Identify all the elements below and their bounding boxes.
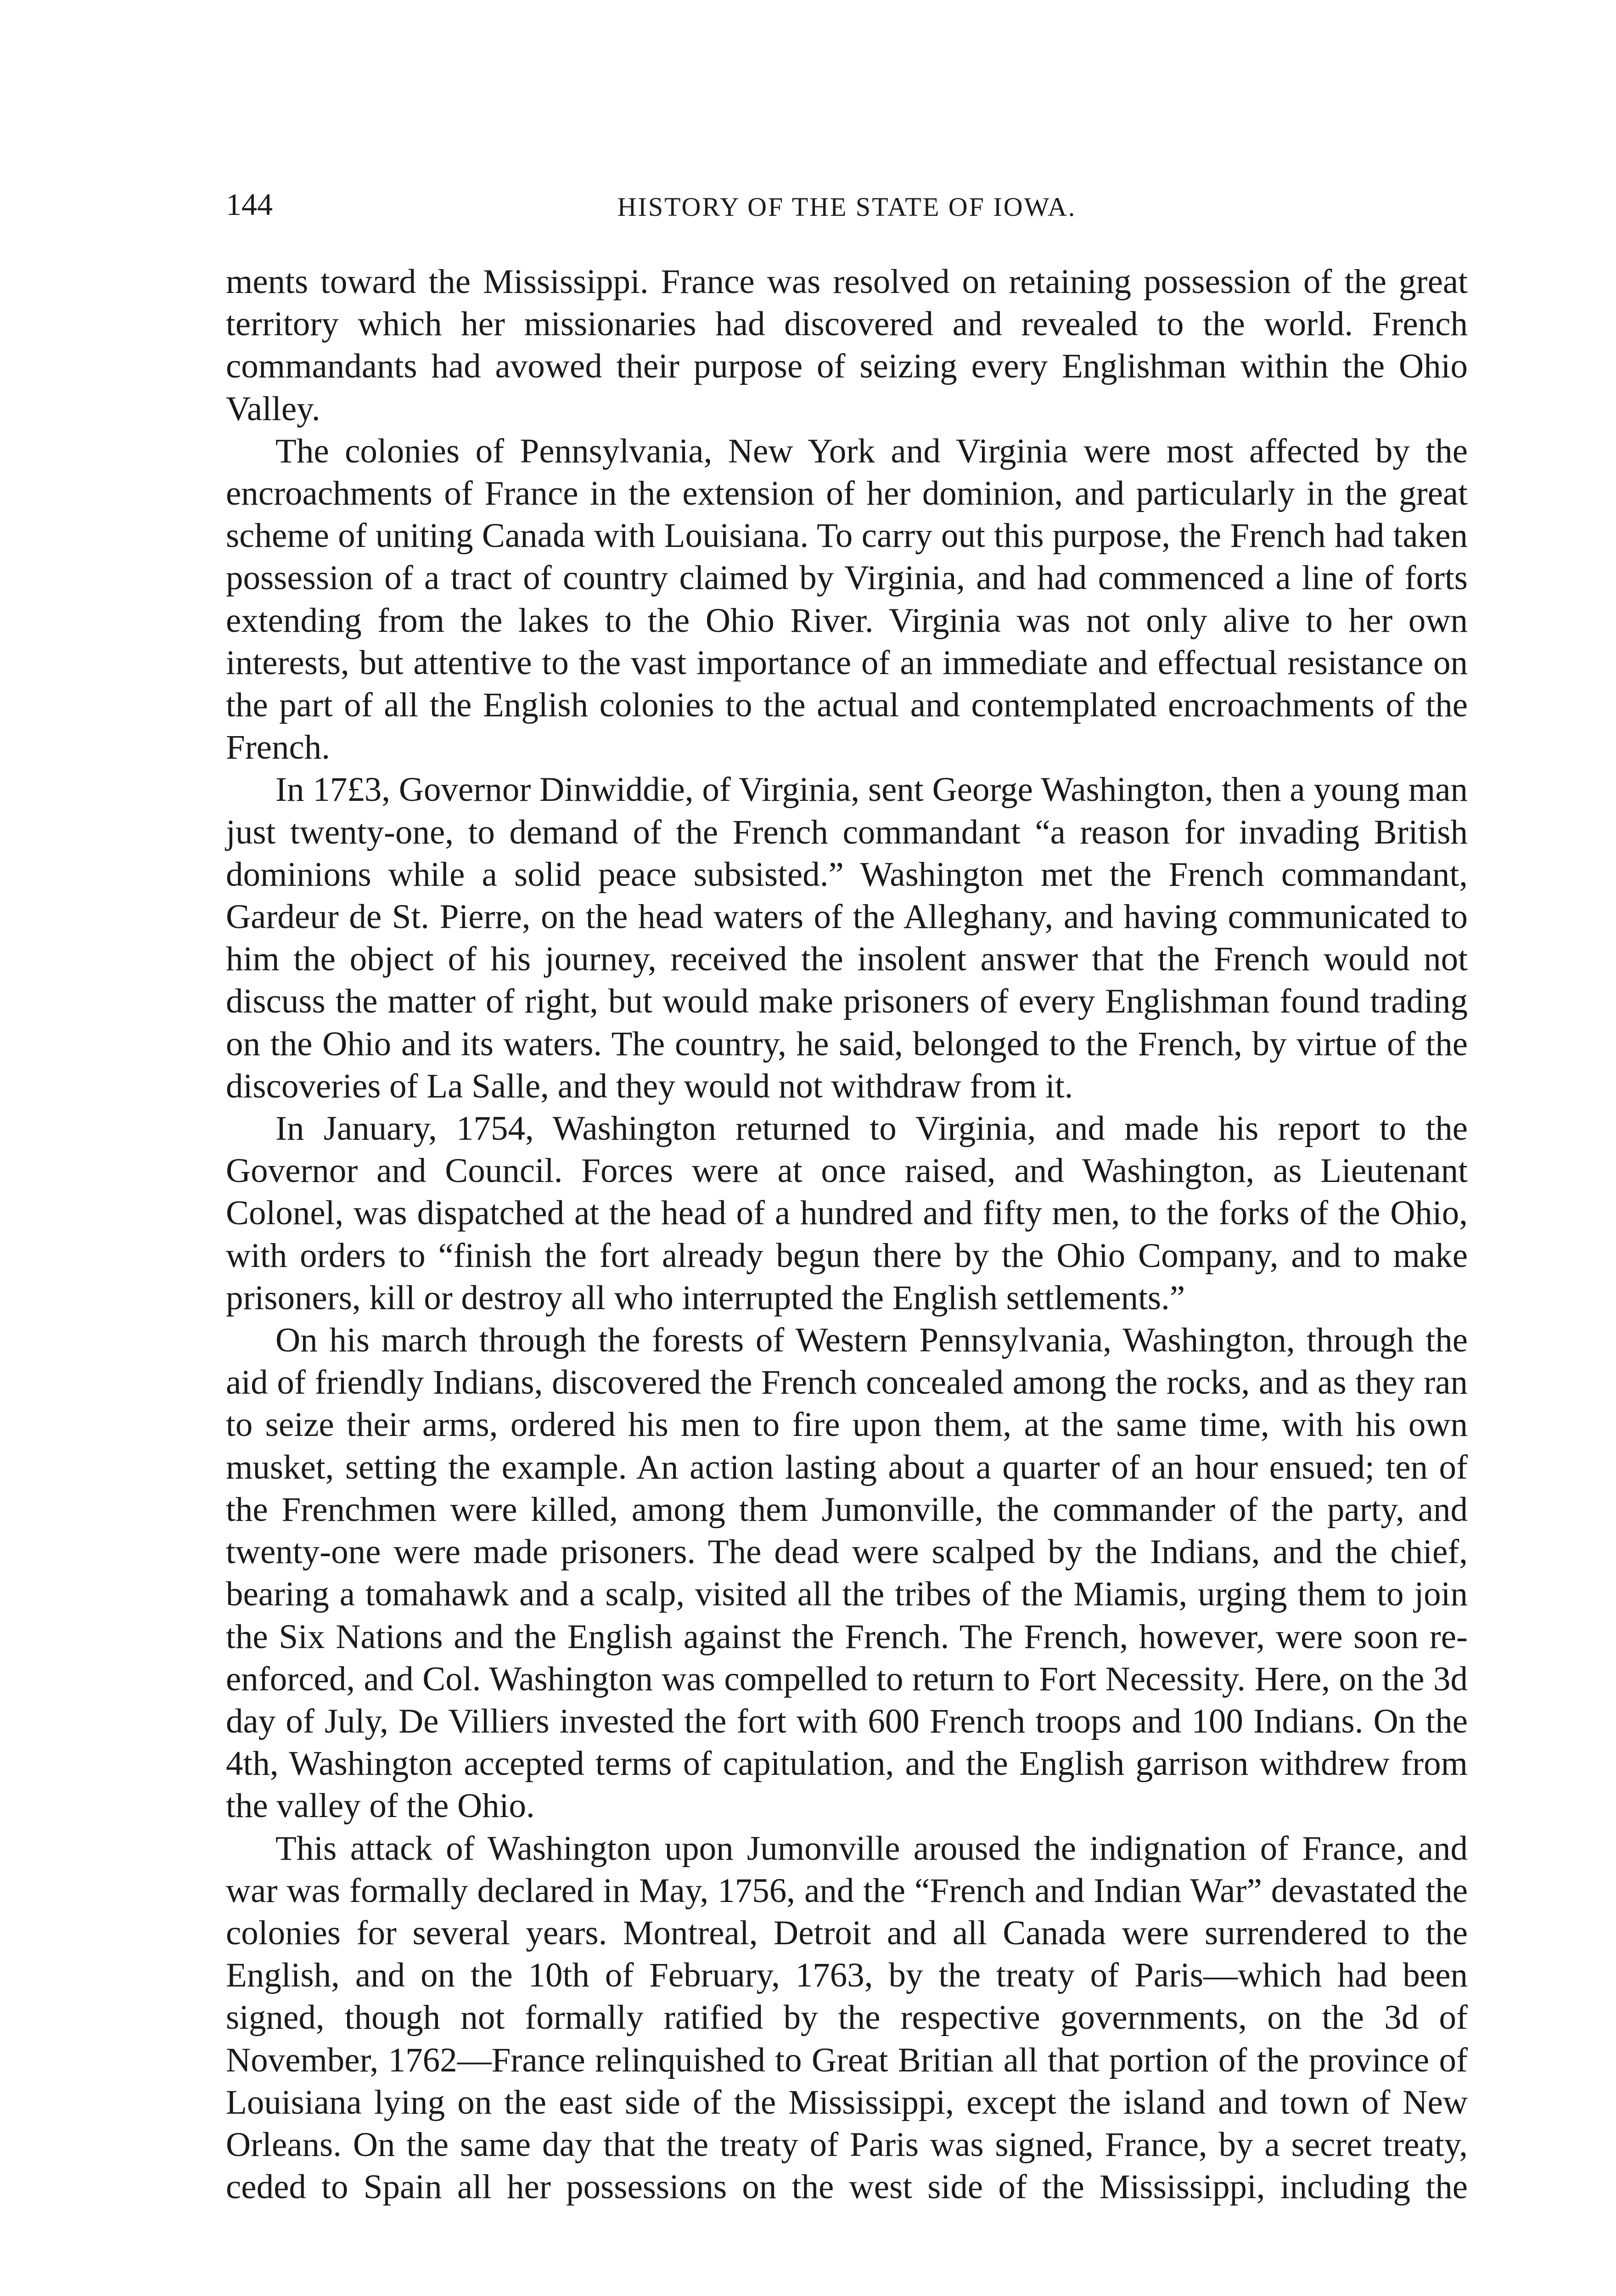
paragraph-continuation: ments toward the Mississippi. France was resolved on retaining possession of the great territory which her missionaries had discovered and revealed to the world. French commandants had avowed their purpose of seizing every Englishman within the Ohio Valley. bbox=[226, 263, 1468, 428]
paragraph-jumonville-action: On his march through the forests of Western Pennsylvania, Washington, through the aid of friendly Indians, discovered the French concealed among the rocks, and as they ran to seize their arms, ordered his men to fire upon them, at the same time, with his own musket, setting the example. An action lasting about a quarter of an hour ensued; ten of the Frenchmen were killed, among them Jumonville, the commander of the party, and twenty-one were made prisoners. The dead were scalped by the Indians, and the chief, bearing a tomahawk and a scalp, visited all the tribes of the Miamis, urging them to join the Six Nations and the English against the French. The French, however, were soon re-enforced, and Col. Washington was compelled to return to Fort Necessity. Here, on the 3d day of July, De Villiers invested the fort with 600 French troops and 100 Indians. On the 4th, Washington accepted terms of capitulation, and the English garrison withdrew from the valley of the Ohio. bbox=[226, 1321, 1468, 1825]
running-header bbox=[226, 184, 1468, 234]
paragraph-january-1754: In January, 1754, Washington returned to Virginia, and made his report to the Governor and Council. Forces were at once raised, and Washington, as Lieutenant Colonel, was dispatched at the head of a hundred and fifty men, to the forks of the Ohio, with orders to “finish the fort already begun there by the Ohio Company, and to make prisoners, kill or destroy all who interrupted the English settlements.” bbox=[226, 1109, 1468, 1317]
paragraph-french-indian-war: This attack of Washington upon Jumonville aroused the indignation of France, and war was formally declared in May, 1756, and the “French and Indian War” devastated the colonies for several years. Montreal, Detroit and all Canada were surrendered to the English, and on the 10th of February, 1763, by the treaty of Paris—which had been signed, though not formally ratified by the respective governments, on the 3d of November, 1762—France relinquished to Great Britian all that portion of the province of Louisiana lying on the east side of the Mississippi, except the island and town of New Orleans. On the same day that the treaty of Paris was signed, France, by a secret treaty, ceded to Spain all her possessions on the west side of the Mississippi, including the bbox=[226, 1829, 1468, 2206]
running-title: HISTORY OF THE STATE OF IOWA. bbox=[617, 192, 1077, 222]
paragraph-dinwiddie: In 17£3, Governor Dinwiddie, of Virginia, sent George Washington, then a young man just twenty-one, to demand of the French commandant “a reason for invading British dominions while a solid peace subsisted.” Washington met the French commandant, Gardeur de St. Pierre, on the head waters of the Alleghany, and having communicated to him the object of his journey, received the insolent answer that the French would not discuss the matter of right, but would make prisoners of every Englishman found trading on the Ohio and its waters. The country, he said, belonged to the French, by virtue of the discoveries of La Salle, and they would not withdraw from it. bbox=[226, 771, 1468, 1105]
page-number: 144 bbox=[226, 187, 273, 222]
body-text bbox=[226, 261, 1468, 2208]
paragraph-colonies: The colonies of Pennsylvania, New York and Virginia were most affected by the encroachments of France in the extension of her dominion, and particularly in the great scheme of uniting Canada with Louisiana. To carry out this purpose, the French had taken possession of a tract of country claimed by Virginia, and had commenced a line of forts extending from the lakes to the Ohio River. Virginia was not only alive to her own interests, but attentive to the vast importance of an immediate and effectual resistance on the part of all the English colonies to the actual and contemplated encroachments of the French. bbox=[226, 432, 1468, 767]
